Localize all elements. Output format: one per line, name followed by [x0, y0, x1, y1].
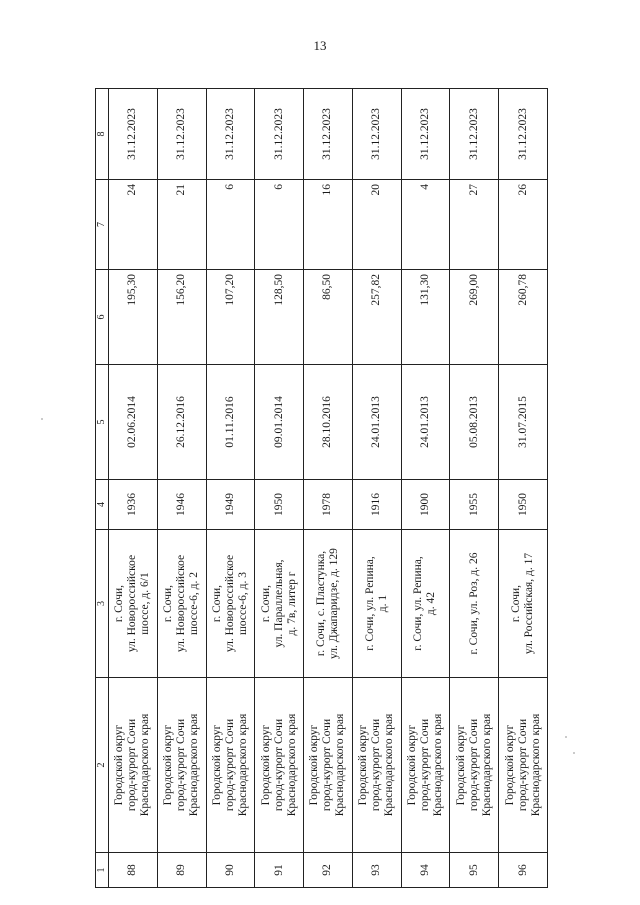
district-cell-line: Краснодарского края — [139, 713, 152, 817]
column-header: 8 — [96, 89, 109, 180]
row-number-cell: 90 — [206, 853, 255, 888]
year-cell: 1916 — [352, 480, 401, 530]
district-cell-line: Городской округ — [162, 724, 175, 806]
address-cell — [206, 530, 255, 678]
district-cell — [109, 678, 158, 853]
district-cell — [352, 678, 401, 853]
area-cell: 86,50 — [304, 270, 353, 365]
row-number-cell: 93 — [352, 853, 401, 888]
deadline-cell: 31.12.2023 — [450, 89, 499, 180]
date-cell: 31.07.2015 — [499, 365, 548, 480]
table-row — [450, 89, 499, 888]
district-cell-line: город-курорт Сочи — [516, 718, 529, 812]
district-cell-line: Краснодарского края — [383, 713, 396, 817]
deadline-cell: 31.12.2023 — [352, 89, 401, 180]
year-cell: 1946 — [157, 480, 206, 530]
address-cell-line: шоссе, д. 6/1 — [139, 572, 152, 635]
row-number-cell: 94 — [401, 853, 450, 888]
district-cell-line: Городской округ — [113, 724, 126, 806]
row-number-cell: 95 — [450, 853, 499, 888]
address-cell — [450, 530, 499, 678]
count-cell: 20 — [352, 180, 401, 270]
year-cell: 1955 — [450, 480, 499, 530]
area-cell: 107,20 — [206, 270, 255, 365]
address-cell — [109, 530, 158, 678]
address-cell-line: ул. Джапаридзе, д. 129 — [327, 548, 340, 659]
district-cell-line: город-курорт Сочи — [126, 718, 139, 812]
date-cell: 24.01.2013 — [401, 365, 450, 480]
scan-speck — [565, 736, 567, 738]
address-cell-line: г. Сочи, ул. Репина, — [412, 556, 425, 651]
district-cell-line: Краснодарского края — [188, 713, 201, 817]
district-cell — [206, 678, 255, 853]
address-cell-line: ул. Новороссийское — [223, 554, 236, 653]
address-cell-line: ул. Новороссийское — [126, 554, 139, 653]
address-cell — [352, 530, 401, 678]
year-cell: 1900 — [401, 480, 450, 530]
district-cell-line: город-курорт Сочи — [175, 718, 188, 812]
column-header: 4 — [96, 480, 109, 530]
address-cell-line: ул. Российская, д. 17 — [523, 552, 536, 655]
date-cell: 01.11.2016 — [206, 365, 255, 480]
area-cell: 195,30 — [109, 270, 158, 365]
address-cell-line: д. 42 — [425, 591, 438, 616]
year-cell: 1950 — [499, 480, 548, 530]
area-cell: 128,50 — [255, 270, 304, 365]
address-cell-line: шоссе-6, д. 3 — [236, 571, 249, 636]
district-cell-line: Городской округ — [259, 724, 272, 806]
year-cell: 1949 — [206, 480, 255, 530]
date-cell: 24.01.2013 — [352, 365, 401, 480]
district-cell-line: Городской округ — [308, 724, 321, 806]
district-cell-line: Краснодарского края — [529, 713, 542, 817]
area-cell: 269,00 — [450, 270, 499, 365]
deadline-cell: 31.12.2023 — [109, 89, 158, 180]
district-cell-line: город-курорт Сочи — [418, 718, 431, 812]
year-cell: 1950 — [255, 480, 304, 530]
district-cell-line: Городской округ — [405, 724, 418, 806]
date-cell: 05.08.2013 — [450, 365, 499, 480]
district-cell — [157, 678, 206, 853]
district-cell-line: город-курорт Сочи — [321, 718, 334, 812]
district-cell — [450, 678, 499, 853]
district-cell — [499, 678, 548, 853]
district-cell-line: Городской округ — [210, 724, 223, 806]
count-cell: 24 — [109, 180, 158, 270]
address-cell — [499, 530, 548, 678]
row-number-cell: 92 — [304, 853, 353, 888]
date-cell: 26.12.2016 — [157, 365, 206, 480]
table-body — [109, 89, 548, 888]
row-number-cell: 88 — [109, 853, 158, 888]
table-row — [304, 89, 353, 888]
scan-speck — [41, 418, 43, 420]
district-cell-line: город-курорт Сочи — [370, 718, 383, 812]
address-cell — [157, 530, 206, 678]
count-cell: 21 — [157, 180, 206, 270]
address-cell-line: д. 1 — [376, 594, 389, 613]
count-cell: 26 — [499, 180, 548, 270]
address-cell-line: г. Сочи, — [510, 584, 523, 623]
district-cell-line: Городской округ — [503, 724, 516, 806]
scan-speck — [573, 752, 575, 754]
row-number-cell: 89 — [157, 853, 206, 888]
district-cell-line: Городской округ — [454, 724, 467, 806]
address-cell-line: г. Сочи, — [210, 584, 223, 623]
address-cell — [401, 530, 450, 678]
date-cell: 09.01.2014 — [255, 365, 304, 480]
district-cell-line: Краснодарского края — [431, 713, 444, 817]
district-cell — [401, 678, 450, 853]
year-cell: 1978 — [304, 480, 353, 530]
district-cell — [304, 678, 353, 853]
page-number: 13 — [313, 38, 327, 53]
deadline-cell: 31.12.2023 — [401, 89, 450, 180]
address-cell-line: г. Сочи, ул. Роз, д. 26 — [467, 552, 480, 655]
deadline-cell: 31.12.2023 — [255, 89, 304, 180]
area-cell: 156,20 — [157, 270, 206, 365]
table-container — [95, 89, 548, 888]
district-cell-line: Краснодарского края — [480, 713, 493, 817]
rotated-table-frame — [95, 89, 548, 888]
table-row — [157, 89, 206, 888]
deadline-cell: 31.12.2023 — [157, 89, 206, 180]
table-row — [401, 89, 450, 888]
address-cell-line: г. Сочи, ул. Репина, — [363, 556, 376, 651]
district-cell-line: Краснодарского края — [285, 713, 298, 817]
column-header: 2 — [96, 678, 109, 853]
district-cell-line: Городской округ — [357, 724, 370, 806]
address-cell-line: г. Сочи, — [113, 584, 126, 623]
table-row — [499, 89, 548, 888]
date-cell: 28.10.2016 — [304, 365, 353, 480]
area-cell: 257,82 — [352, 270, 401, 365]
count-cell: 6 — [206, 180, 255, 270]
header-row — [96, 89, 109, 888]
area-cell: 131,30 — [401, 270, 450, 365]
area-cell: 260,78 — [499, 270, 548, 365]
row-number-cell: 96 — [499, 853, 548, 888]
count-cell: 6 — [255, 180, 304, 270]
count-cell: 4 — [401, 180, 450, 270]
row-number-cell: 91 — [255, 853, 304, 888]
address-cell — [255, 530, 304, 678]
table-row — [255, 89, 304, 888]
column-header: 1 — [96, 853, 109, 888]
district-cell-line: город-курорт Сочи — [467, 718, 480, 812]
address-cell-line: ул. Параллельная, — [272, 559, 285, 648]
district-cell — [255, 678, 304, 853]
column-header: 7 — [96, 180, 109, 270]
column-header: 5 — [96, 365, 109, 480]
table-row — [206, 89, 255, 888]
deadline-cell: 31.12.2023 — [304, 89, 353, 180]
year-cell: 1936 — [109, 480, 158, 530]
housing-table — [95, 88, 548, 888]
address-cell — [304, 530, 353, 678]
address-cell-line: ул. Новороссийское — [175, 554, 188, 653]
address-cell-line: г. Сочи, — [162, 584, 175, 623]
district-cell-line: город-курорт Сочи — [223, 718, 236, 812]
district-cell-line: город-курорт Сочи — [272, 718, 285, 812]
count-cell: 27 — [450, 180, 499, 270]
column-header: 6 — [96, 270, 109, 365]
table-row — [109, 89, 158, 888]
address-cell-line: г. Сочи, с. Пластунка, — [314, 550, 327, 657]
address-cell-line: шоссе-6, д. 2 — [188, 571, 201, 636]
table-row — [352, 89, 401, 888]
district-cell-line: Краснодарского края — [236, 713, 249, 817]
deadline-cell: 31.12.2023 — [499, 89, 548, 180]
address-cell-line: г. Сочи, — [259, 584, 272, 623]
date-cell: 02.06.2014 — [109, 365, 158, 480]
column-header: 3 — [96, 530, 109, 678]
count-cell: 16 — [304, 180, 353, 270]
district-cell-line: Краснодарского края — [334, 713, 347, 817]
deadline-cell: 31.12.2023 — [206, 89, 255, 180]
address-cell-line: д. 7в, литер г — [285, 571, 298, 636]
